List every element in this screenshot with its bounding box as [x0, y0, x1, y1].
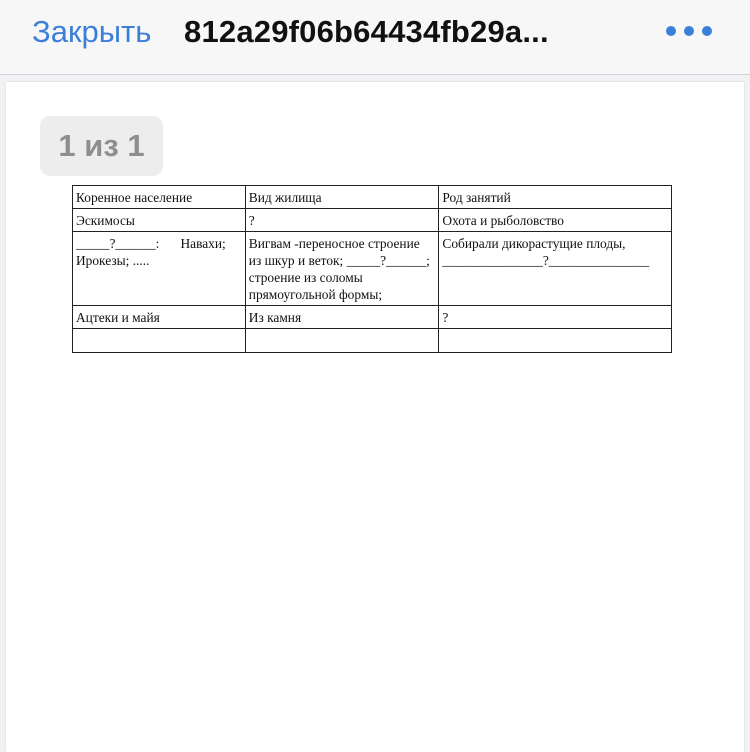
- top-bar: [0, 0, 750, 75]
- table-row: [73, 232, 672, 306]
- table-row: [73, 306, 672, 329]
- data-table: [72, 185, 672, 353]
- table-cell: Из камня: [245, 306, 439, 329]
- table-cell: Ацтеки и майя: [73, 306, 246, 329]
- header-cell-occupation: Род занятий: [439, 186, 672, 209]
- header-cell-population: Коренное население: [73, 186, 246, 209]
- document-title: 812a29f06b64434fb29a...: [184, 14, 549, 49]
- cell-text: _____?______:: [76, 236, 160, 251]
- table-cell: [73, 329, 246, 353]
- table-cell: Эскимосы: [73, 209, 246, 232]
- table-row-empty: [73, 329, 672, 353]
- table-cell: [245, 329, 439, 353]
- close-button[interactable]: Закрыть: [32, 14, 152, 49]
- table-cell: [73, 232, 246, 306]
- table-cell: Охота и рыболовство: [439, 209, 672, 232]
- cell-text: Ирокезы; .....: [76, 253, 150, 268]
- ellipsis-icon[interactable]: [666, 22, 712, 42]
- table-cell: Собирали дикорастущие плоды, _______________?_______________: [439, 232, 672, 306]
- table-cell: Вигвам -переносное строение из шкур и веток; _____?______; строение из соломы прямоугольной формы;: [245, 232, 439, 306]
- table-cell: ?: [245, 209, 439, 232]
- cell-text: Навахи;: [180, 236, 226, 251]
- header-cell-dwelling: Вид жилища: [245, 186, 439, 209]
- table-header-row: [73, 186, 672, 209]
- table-row: [73, 209, 672, 232]
- table-cell: [439, 329, 672, 353]
- document-page: [6, 82, 744, 752]
- page-counter: 1 из 1: [40, 116, 163, 176]
- table-cell: ?: [439, 306, 672, 329]
